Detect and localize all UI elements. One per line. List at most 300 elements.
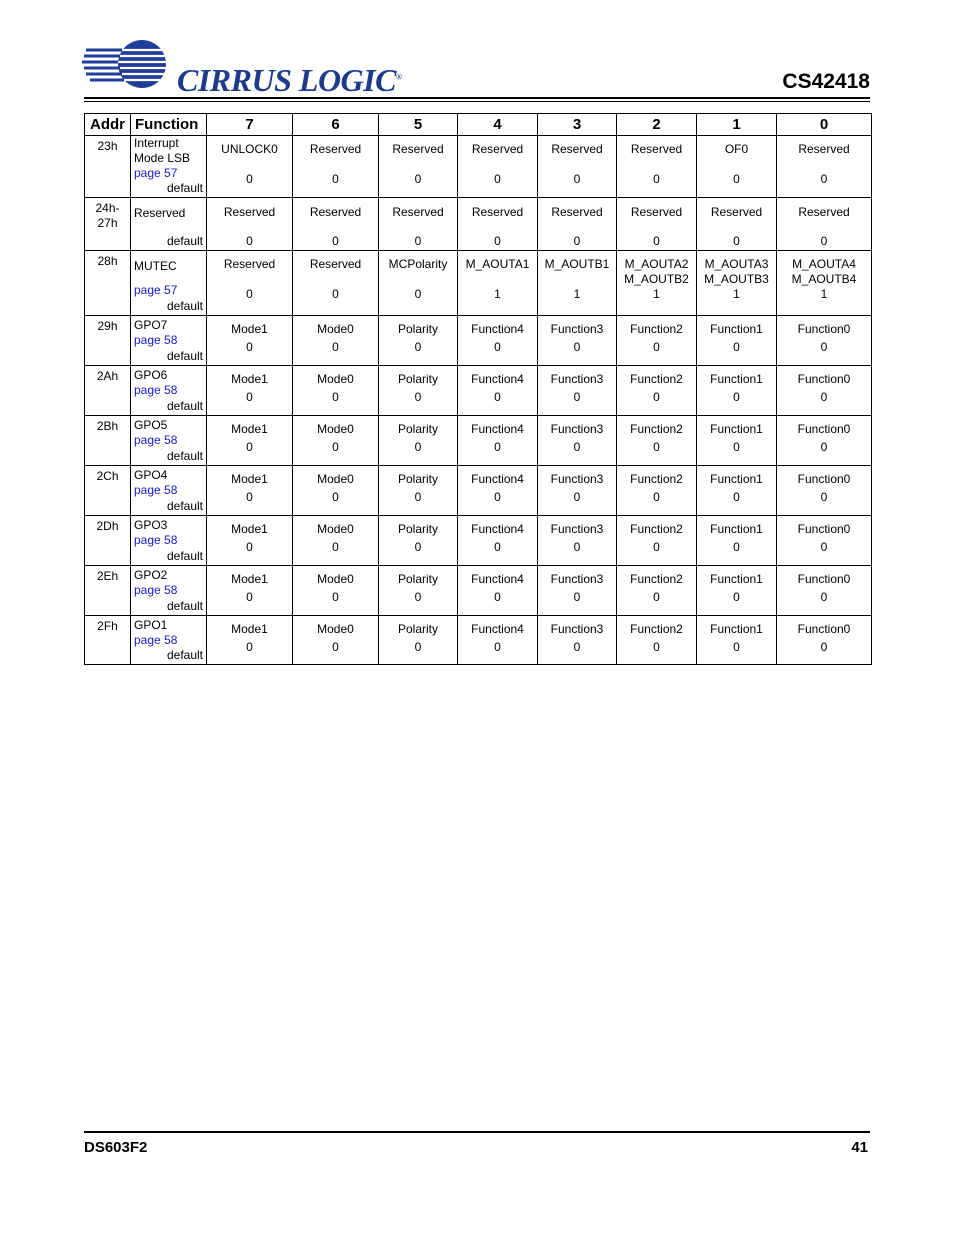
- bit-cell: [458, 616, 538, 665]
- bit-default: 0: [653, 172, 660, 186]
- bit-default: 0: [246, 234, 253, 248]
- default-label: default: [166, 299, 203, 313]
- bit-name: Reserved: [798, 142, 850, 156]
- bit-name: Function3: [550, 572, 604, 586]
- bit-cell: [697, 136, 777, 198]
- default-label: default: [166, 349, 203, 363]
- bit-name: Mode1: [231, 622, 268, 636]
- bit-name: Function2: [630, 522, 683, 536]
- bit-name: Mode0: [317, 622, 354, 636]
- bit-cell: [697, 416, 777, 466]
- bit-cell: [207, 136, 293, 198]
- bit-name: M_AOUTA1: [465, 257, 530, 271]
- bit-default: 0: [494, 640, 501, 654]
- bit-cell: [207, 366, 293, 416]
- bit-default: 0: [653, 340, 660, 354]
- bit-cell: [617, 366, 697, 416]
- table-row: [85, 316, 872, 366]
- bit-name: Mode1: [231, 472, 268, 486]
- bit-name: M_AOUTA3 M_AOUTB3: [704, 257, 769, 286]
- bit-default: 0: [653, 234, 660, 248]
- bit-default: 0: [733, 490, 740, 504]
- bit-default: 0: [733, 540, 740, 554]
- bit-cell: [458, 416, 538, 466]
- bit-cell: [697, 566, 777, 616]
- bit-default: 0: [414, 590, 422, 604]
- bit-name: Mode0: [317, 572, 354, 586]
- bit-cell: [617, 198, 697, 251]
- register-function: [131, 516, 207, 566]
- table-header-row: [85, 114, 872, 136]
- bit-default: 0: [246, 287, 253, 301]
- function-name: GPO6: [134, 368, 168, 382]
- bit-cell: [207, 616, 293, 665]
- bit-name: Function2: [630, 422, 683, 436]
- bit-cell: [207, 566, 293, 616]
- bit-default: 0: [332, 440, 339, 454]
- bit-cell: [458, 316, 538, 366]
- bit-name: Reserved: [630, 205, 683, 219]
- bit-name: Function3: [550, 422, 604, 436]
- table-row: [85, 136, 872, 198]
- register-address: 23h: [85, 136, 131, 198]
- bit-default: 0: [246, 590, 253, 604]
- bit-default: 0: [733, 590, 740, 604]
- register-function: [131, 466, 207, 516]
- bit-name: Polarity: [397, 422, 438, 436]
- bit-name: Polarity: [397, 372, 438, 386]
- bit-cell: [697, 366, 777, 416]
- bit-name: Function3: [550, 622, 604, 636]
- bit-cell: [697, 198, 777, 251]
- bit-cell: [697, 516, 777, 566]
- bit-default: 1: [820, 287, 828, 301]
- page-link[interactable]: page 57: [134, 166, 178, 180]
- bit-default: 0: [494, 172, 501, 186]
- register-address: 24h-27h: [85, 198, 131, 251]
- default-label: default: [166, 648, 203, 662]
- bit-default: 0: [414, 540, 422, 554]
- bit-name: Mode0: [317, 422, 354, 436]
- page-link[interactable]: page 58: [134, 633, 178, 647]
- bit-cell: [379, 366, 458, 416]
- bit-name: Mode1: [231, 522, 268, 536]
- default-label: default: [166, 181, 203, 195]
- register-function: [131, 136, 207, 198]
- bit-cell: [207, 516, 293, 566]
- bit-cell: [379, 198, 458, 251]
- bit-cell: [379, 616, 458, 665]
- bit-name: M_AOUTA2 M_AOUTB2: [624, 257, 689, 286]
- default-label: default: [166, 399, 203, 413]
- bit-default: 0: [414, 172, 422, 186]
- bit-default: 0: [733, 440, 740, 454]
- bit-default: 0: [414, 340, 422, 354]
- bit-name: Function1: [710, 472, 763, 486]
- bit-cell: [207, 316, 293, 366]
- bit-default: 0: [573, 390, 581, 404]
- bit-default: 0: [820, 172, 828, 186]
- bit-cell: [538, 616, 617, 665]
- table-row: [85, 416, 872, 466]
- bit-name: Reserved: [392, 205, 444, 219]
- bit-default: 0: [494, 490, 501, 504]
- bit-default: 0: [573, 440, 581, 454]
- bit-cell: [293, 516, 379, 566]
- bit-cell: [617, 566, 697, 616]
- bit-cell: [617, 516, 697, 566]
- bit-cell: [617, 466, 697, 516]
- bit-default: 0: [332, 390, 339, 404]
- register-function: [131, 316, 207, 366]
- register-function: [131, 566, 207, 616]
- bit-default: 0: [494, 590, 501, 604]
- bit-name: Function3: [550, 522, 604, 536]
- bit-name: Function4: [471, 322, 524, 336]
- page-link[interactable]: page 58: [134, 383, 178, 397]
- bit-default: 0: [733, 640, 740, 654]
- bit-default: 0: [494, 234, 501, 248]
- bit-cell: [379, 516, 458, 566]
- register-address: 2Ah: [85, 366, 131, 416]
- bit-default: 0: [246, 490, 253, 504]
- bit-cell: [777, 366, 872, 416]
- bit-default: 0: [246, 540, 253, 554]
- bit-name: MCPolarity: [388, 257, 448, 271]
- bit-cell: [777, 136, 872, 198]
- default-label: default: [166, 599, 203, 613]
- header-bit-1: 1: [697, 114, 777, 136]
- bit-default: 0: [246, 390, 253, 404]
- header-bit-3: 3: [538, 114, 617, 136]
- bit-name: Mode1: [231, 422, 268, 436]
- bit-name: Function0: [797, 322, 851, 336]
- bit-default: 0: [573, 540, 581, 554]
- bit-name: Reserved: [471, 142, 524, 156]
- footer-rule: [84, 1131, 870, 1133]
- bit-name: Function4: [471, 372, 524, 386]
- function-name: MUTEC: [134, 259, 177, 273]
- bit-default: 0: [414, 390, 422, 404]
- bit-default: 0: [332, 540, 339, 554]
- bit-cell: [617, 251, 697, 316]
- bit-cell: [293, 251, 379, 316]
- bit-default: 0: [332, 490, 339, 504]
- bit-cell: [458, 251, 538, 316]
- bit-cell: [293, 616, 379, 665]
- bit-name: Mode1: [231, 322, 268, 336]
- function-name: Reserved: [134, 206, 186, 220]
- bit-name: Function0: [797, 572, 851, 586]
- register-function: [131, 616, 207, 665]
- bit-name: Function0: [797, 472, 851, 486]
- register-address: 2Dh: [85, 516, 131, 566]
- bit-name: Reserved: [798, 205, 850, 219]
- brand-name: CIRRUS LOGIC: [177, 62, 396, 98]
- header-bit-4: 4: [458, 114, 538, 136]
- bit-name: Reserved: [309, 142, 362, 156]
- bit-default: 0: [414, 234, 422, 248]
- bit-cell: [458, 466, 538, 516]
- bit-name: Reserved: [309, 205, 362, 219]
- bit-name: Function3: [550, 472, 604, 486]
- bit-cell: [379, 566, 458, 616]
- bit-name: Mode0: [317, 522, 354, 536]
- bit-name: Mode1: [231, 372, 268, 386]
- bit-cell: [293, 198, 379, 251]
- bit-cell: [538, 136, 617, 198]
- bit-name: Reserved: [223, 205, 276, 219]
- bit-default: 0: [246, 440, 253, 454]
- page-link[interactable]: page 57: [134, 283, 178, 297]
- bit-name: Function0: [797, 622, 851, 636]
- bit-default: 0: [820, 340, 828, 354]
- bit-cell: [538, 516, 617, 566]
- bit-default: 0: [332, 340, 339, 354]
- bit-name: Function4: [471, 622, 524, 636]
- bit-default: 0: [653, 640, 660, 654]
- bit-name: Reserved: [710, 205, 763, 219]
- bit-default: 0: [733, 172, 740, 186]
- bit-name: Reserved: [551, 205, 603, 219]
- bit-default: 0: [573, 590, 581, 604]
- bit-name: Function4: [471, 472, 524, 486]
- bit-default: 0: [573, 340, 581, 354]
- bit-name: Polarity: [397, 522, 438, 536]
- bit-name: Function0: [797, 422, 851, 436]
- bit-default: 0: [332, 172, 339, 186]
- bit-default: 0: [820, 490, 828, 504]
- bit-cell: [538, 566, 617, 616]
- bit-default: 1: [653, 287, 660, 301]
- bit-cell: [458, 136, 538, 198]
- register-function: [131, 416, 207, 466]
- bit-name: Function0: [797, 372, 851, 386]
- bit-default: 1: [733, 287, 740, 301]
- bit-default: 0: [246, 340, 253, 354]
- default-label: default: [166, 449, 203, 463]
- bit-name: Reserved: [630, 142, 683, 156]
- bit-default: 0: [414, 640, 422, 654]
- bit-default: 0: [573, 640, 581, 654]
- page-link[interactable]: page 58: [134, 483, 178, 497]
- register-address: 2Bh: [85, 416, 131, 466]
- bit-default: 0: [820, 234, 828, 248]
- bit-default: 0: [820, 590, 828, 604]
- register-address: 2Ch: [85, 466, 131, 516]
- bit-name: Reserved: [309, 257, 362, 271]
- bit-name: Function4: [471, 422, 524, 436]
- function-name: GPO2: [134, 568, 168, 582]
- header-bit-2: 2: [617, 114, 697, 136]
- bit-cell: [458, 516, 538, 566]
- bit-cell: [538, 416, 617, 466]
- register-function: [131, 198, 207, 251]
- bit-name: Function2: [630, 322, 683, 336]
- table-row: [85, 251, 872, 316]
- bit-default: 0: [733, 234, 740, 248]
- bit-name: Polarity: [397, 622, 438, 636]
- bit-name: Function2: [630, 572, 683, 586]
- table-row: [85, 616, 872, 665]
- bit-default: 0: [820, 440, 828, 454]
- chip-title: CS42418: [782, 70, 870, 93]
- bit-cell: [293, 316, 379, 366]
- bit-default: 0: [820, 390, 828, 404]
- bit-cell: [777, 198, 872, 251]
- bit-cell: [207, 466, 293, 516]
- bit-cell: [379, 136, 458, 198]
- bit-default: 0: [246, 172, 253, 186]
- bit-name: M_AOUTB1: [544, 257, 610, 271]
- bit-cell: [458, 566, 538, 616]
- bit-cell: [293, 136, 379, 198]
- register-address: 29h: [85, 316, 131, 366]
- table-row: [85, 516, 872, 566]
- bit-name: OF0: [724, 142, 749, 156]
- page-number: 41: [851, 1139, 868, 1156]
- bit-name: Function2: [630, 372, 683, 386]
- function-name: GPO7: [134, 318, 168, 332]
- bit-cell: [617, 136, 697, 198]
- bit-name: Mode0: [317, 472, 354, 486]
- bit-default: 0: [733, 390, 740, 404]
- bit-cell: [538, 466, 617, 516]
- bit-cell: [777, 466, 872, 516]
- bit-name: UNLOCK0: [221, 142, 278, 156]
- bit-name: Function1: [710, 372, 763, 386]
- bit-default: 0: [820, 640, 828, 654]
- bit-cell: [777, 251, 872, 316]
- bit-cell: [293, 366, 379, 416]
- bit-cell: [538, 251, 617, 316]
- bit-cell: [458, 366, 538, 416]
- bit-cell: [697, 466, 777, 516]
- bit-cell: [617, 416, 697, 466]
- table-row: [85, 366, 872, 416]
- default-label: default: [166, 234, 203, 248]
- bit-cell: [458, 198, 538, 251]
- bit-name: Polarity: [397, 322, 438, 336]
- bit-default: 0: [246, 640, 253, 654]
- bit-name: M_AOUTA4 M_AOUTB4: [791, 257, 857, 286]
- bit-cell: [617, 316, 697, 366]
- bit-cell: [379, 316, 458, 366]
- bit-default: 0: [414, 287, 422, 301]
- bit-cell: [697, 251, 777, 316]
- page-link[interactable]: page 58: [134, 583, 178, 597]
- register-address: 2Eh: [85, 566, 131, 616]
- logo-swoosh-icon: [82, 38, 182, 100]
- bit-cell: [207, 416, 293, 466]
- bit-cell: [293, 416, 379, 466]
- bit-default: 0: [494, 390, 501, 404]
- bit-default: 0: [414, 440, 422, 454]
- bit-cell: [538, 316, 617, 366]
- bit-default: 0: [733, 340, 740, 354]
- register-address: 28h: [85, 251, 131, 316]
- bit-default: 0: [573, 234, 581, 248]
- bit-cell: [538, 366, 617, 416]
- register-function: [131, 366, 207, 416]
- bit-name: Reserved: [471, 205, 524, 219]
- bit-default: 0: [820, 540, 828, 554]
- bit-default: 0: [573, 490, 581, 504]
- bit-name: Function4: [471, 572, 524, 586]
- bit-name: Reserved: [551, 142, 603, 156]
- bit-name: Reserved: [392, 142, 444, 156]
- default-label: default: [166, 549, 203, 563]
- bit-default: 0: [653, 440, 660, 454]
- header-rule: [84, 97, 870, 99]
- bit-name: Polarity: [397, 472, 438, 486]
- bit-cell: [697, 316, 777, 366]
- bit-name: Function3: [550, 372, 604, 386]
- function-name: GPO3: [134, 518, 168, 532]
- table-row: [85, 198, 872, 251]
- header-bit-5: 5: [379, 114, 458, 136]
- bit-name: Function2: [630, 622, 683, 636]
- bit-name: Mode1: [231, 572, 268, 586]
- bit-cell: [617, 616, 697, 665]
- bit-cell: [538, 198, 617, 251]
- page-link[interactable]: page 58: [134, 533, 178, 547]
- bit-default: 0: [414, 490, 422, 504]
- bit-cell: [777, 616, 872, 665]
- function-name: GPO1: [134, 618, 168, 632]
- bit-default: 0: [332, 640, 339, 654]
- page-link[interactable]: page 58: [134, 333, 178, 347]
- bit-name: Function4: [471, 522, 524, 536]
- header-bit-0: 0: [777, 114, 872, 136]
- bit-cell: [777, 566, 872, 616]
- brand-wordmark: CIRRUS LOGIC®: [177, 62, 402, 98]
- bit-cell: [777, 316, 872, 366]
- register-table: [84, 113, 872, 665]
- bit-name: Function2: [630, 472, 683, 486]
- bit-default: 0: [332, 287, 339, 301]
- bit-name: Function1: [710, 522, 763, 536]
- header-addr: Addr: [85, 114, 131, 136]
- bit-default: 0: [494, 340, 501, 354]
- bit-cell: [379, 466, 458, 516]
- register-function: [131, 251, 207, 316]
- register-address: 2Fh: [85, 616, 131, 665]
- bit-name: Function1: [710, 572, 763, 586]
- bit-default: 1: [573, 287, 581, 301]
- doc-id: DS603F2: [84, 1139, 148, 1156]
- table-row: [85, 566, 872, 616]
- bit-cell: [777, 516, 872, 566]
- header-rule-thin: [84, 101, 870, 102]
- bit-name: Function1: [710, 422, 763, 436]
- bit-cell: [697, 616, 777, 665]
- bit-name: Function1: [710, 322, 763, 336]
- bit-default: 0: [653, 390, 660, 404]
- bit-default: 0: [332, 590, 339, 604]
- function-name: GPO4: [134, 468, 168, 482]
- bit-cell: [777, 416, 872, 466]
- bit-default: 0: [653, 490, 660, 504]
- bit-default: 0: [494, 540, 501, 554]
- bit-cell: [379, 416, 458, 466]
- page-link[interactable]: page 58: [134, 433, 178, 447]
- bit-cell: [293, 466, 379, 516]
- bit-name: Polarity: [397, 572, 438, 586]
- bit-default: 0: [494, 440, 501, 454]
- bit-cell: [293, 566, 379, 616]
- header-bit-6: 6: [293, 114, 379, 136]
